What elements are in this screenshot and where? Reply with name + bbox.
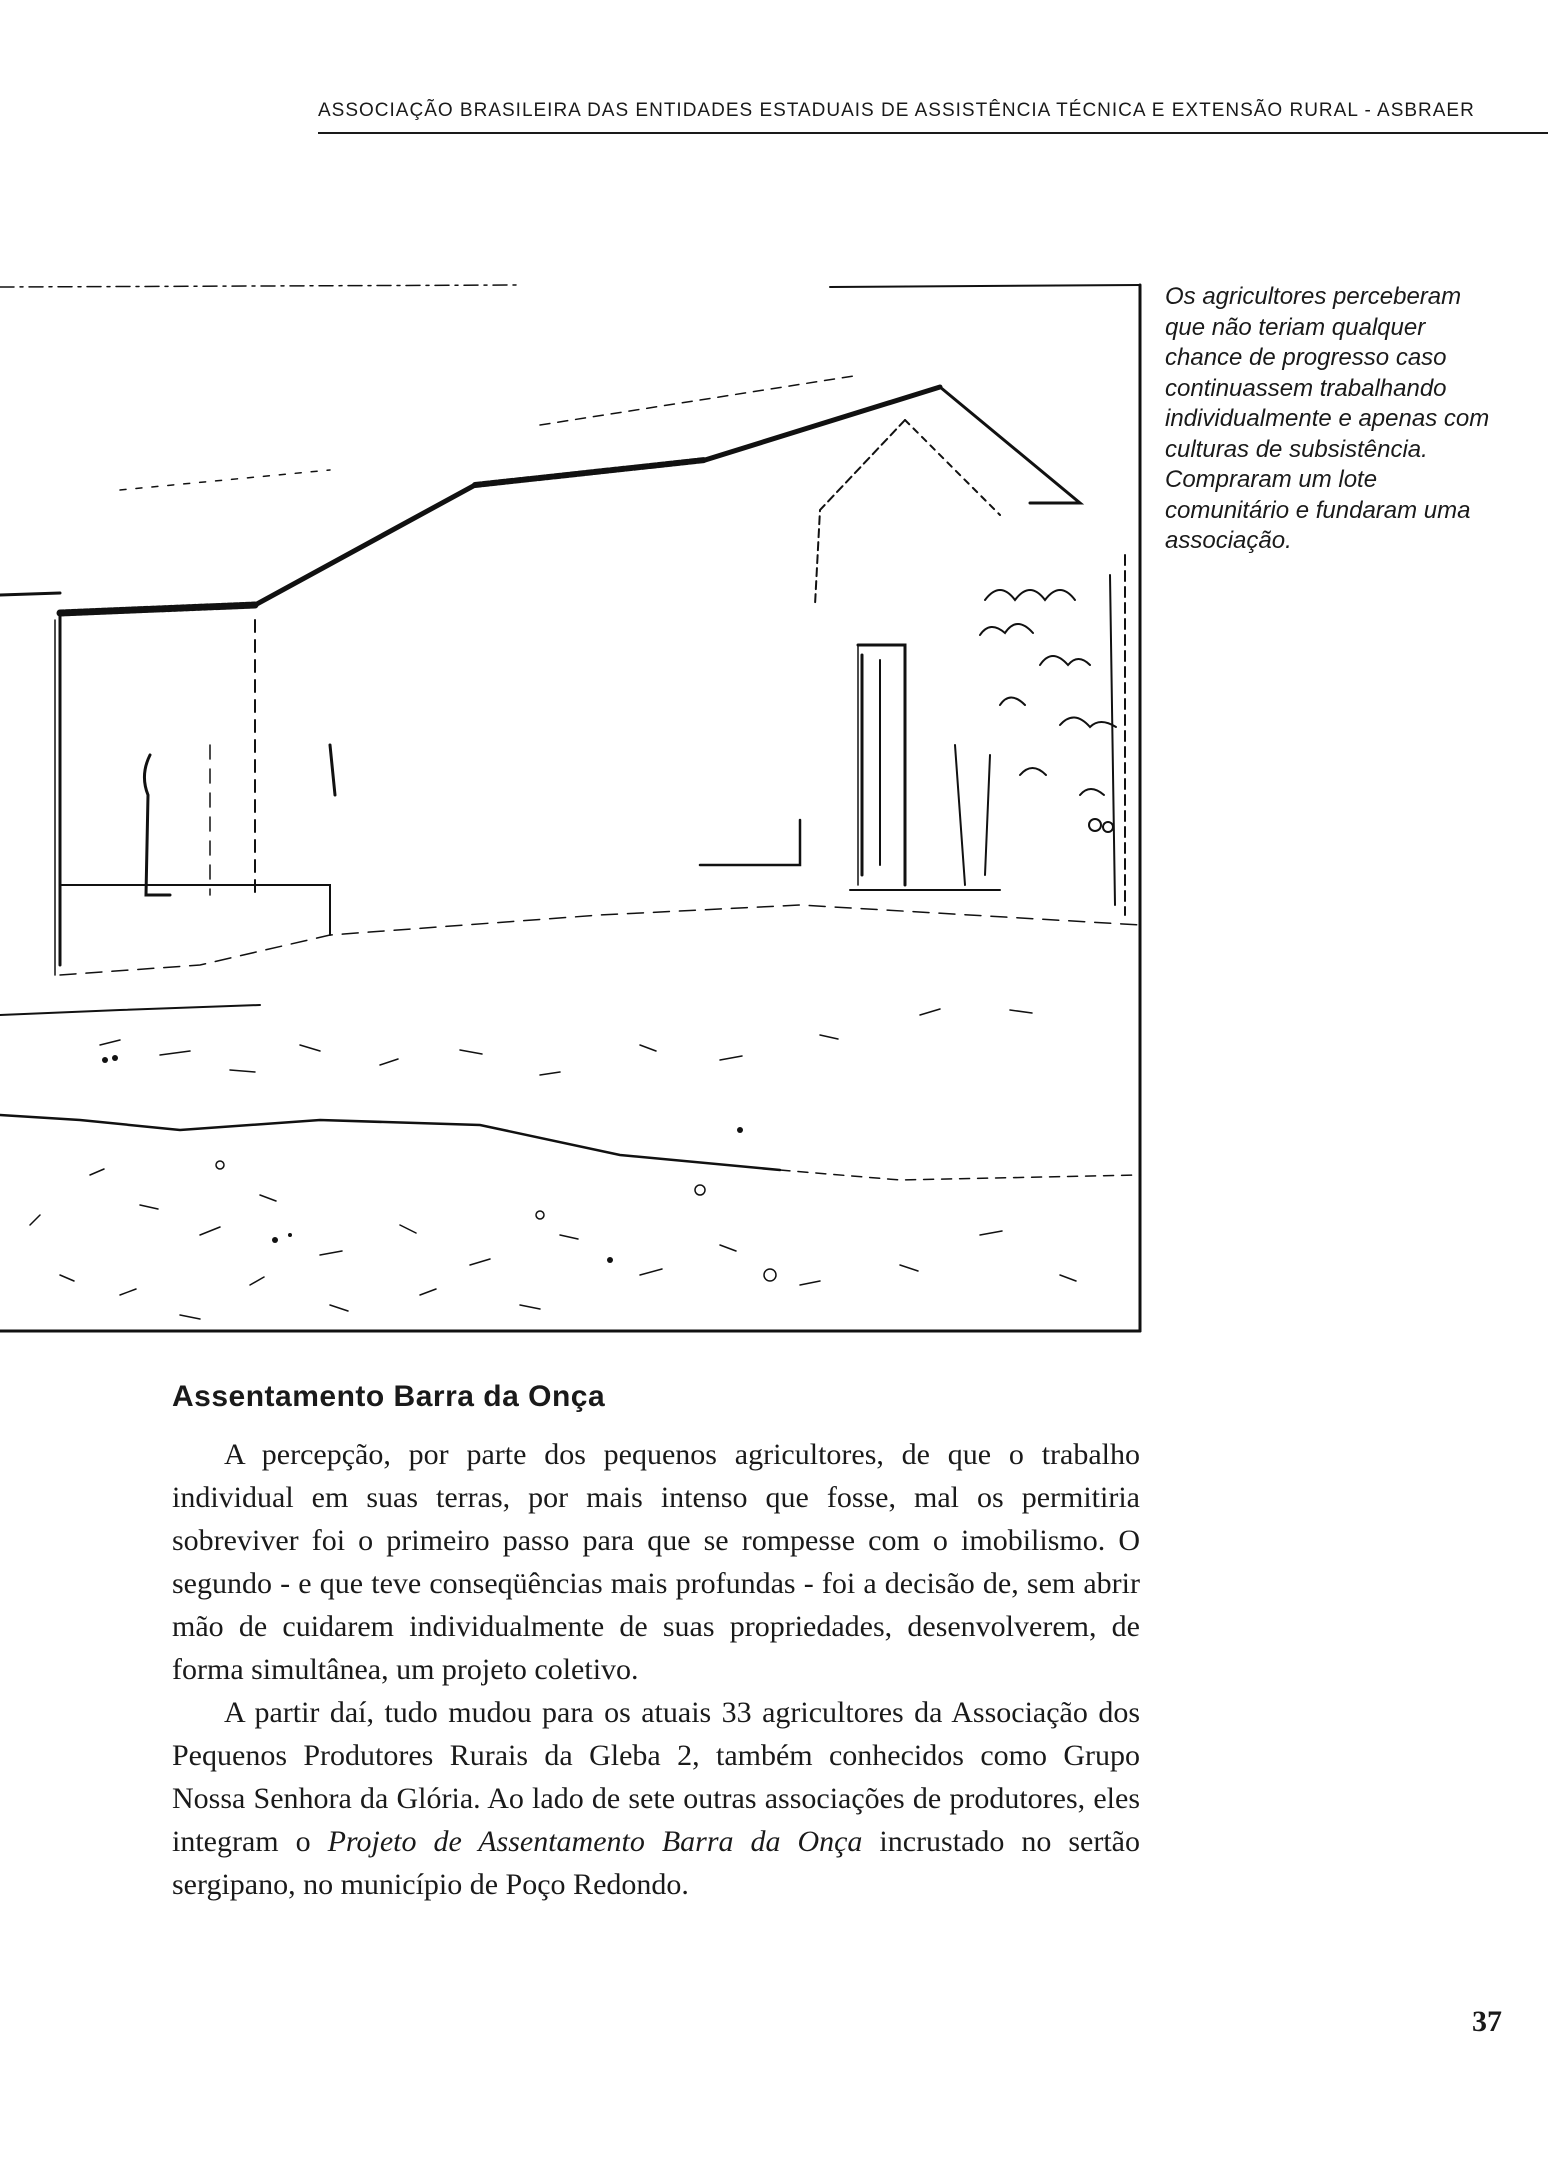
project-name: Projeto de Assentamento Barra da Onça (327, 1825, 863, 1858)
photo-rural-house (0, 275, 1142, 1333)
body-text (172, 1433, 1140, 1906)
photo-caption: Os agricultores perceberam que não teriam qualquer chance de progresso caso continuassem trabalhando individualmente e apenas com culturas de subsistência. Compraram um lote comunitário e fundaram uma associação. (1165, 283, 1490, 554)
header-rule (318, 132, 1548, 134)
page-number: 37 (1472, 2005, 1502, 2038)
paragraph-2-lead: A partir daí, tudo mudou para os atuais 33 agricultores da Associação dos Pequenos Produtores Rurais da Gleba 2, também conhecidos como Grupo Nossa Senhora da Glória. Ao lado de sete outras associações de produtores, eles integram o (172, 1696, 1140, 1858)
running-header: ASSOCIAÇÃO BRASILEIRA DAS ENTIDADES ESTADUAIS DE ASSISTÊNCIA TÉCNICA E EXTENSÃO RURAL - ASBRAER (318, 100, 1475, 121)
paragraph-1: A percepção, por parte dos pequenos agricultores, de que o trabalho individual em suas terras, por mais intenso que fosse, mal os permitiria sobreviver foi o primeiro passo para que se rompesse com o imobilismo. O segundo - e que teve conseqüências mais profundas - foi a decisão de, sem abrir mão de cuidarem individualmente de suas propriedades, desenvolverem, de forma simultânea, um projeto coletivo. (172, 1438, 1140, 1686)
paragraph-2 (172, 1691, 1140, 1906)
paragraph-2-tail: incrustado no sertão sergipano, no município de Poço Redondo. (172, 1825, 1140, 1901)
section-title: Assentamento Barra da Onça (172, 1380, 606, 1413)
